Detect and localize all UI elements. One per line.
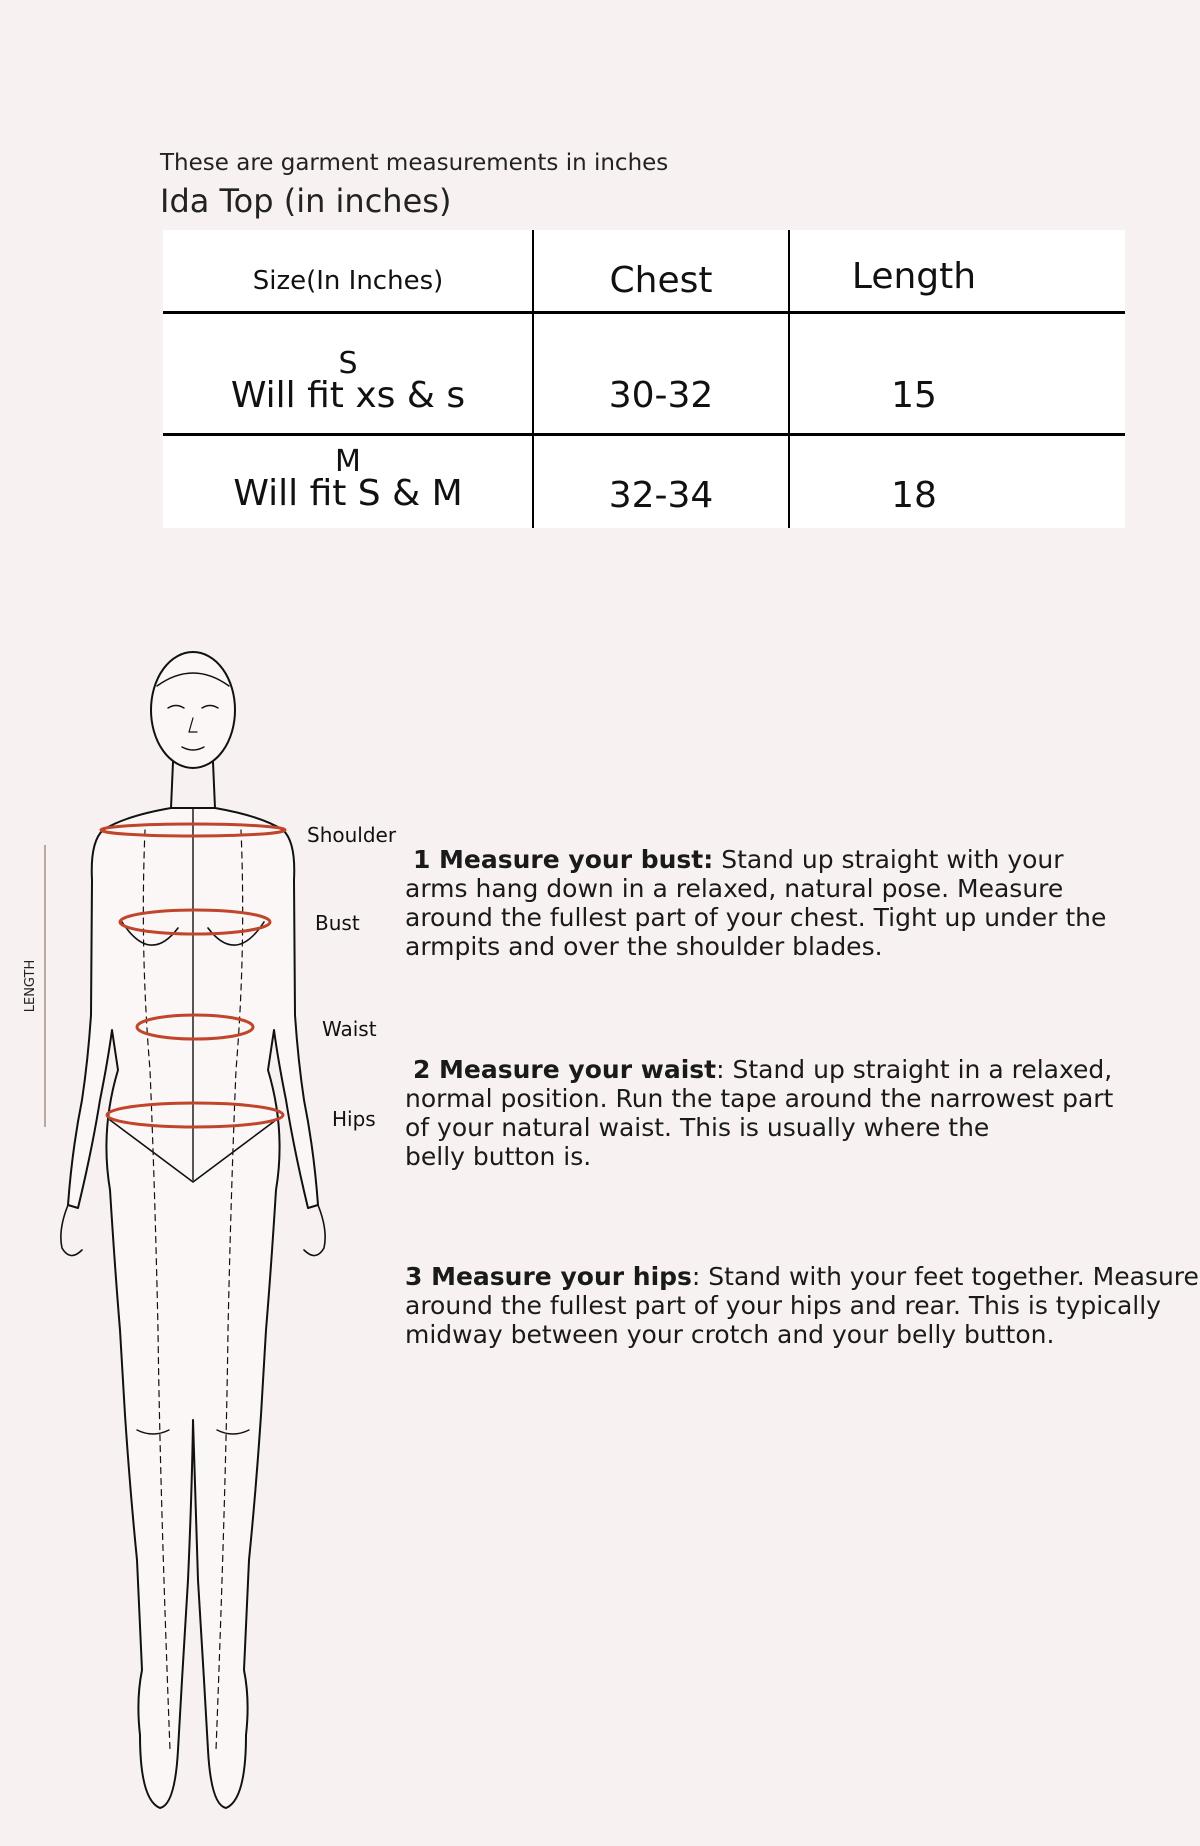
header-chest: Chest bbox=[609, 260, 713, 301]
instruction-line: normal position. Run the tape around the narrowest part bbox=[405, 1084, 1114, 1113]
row-m-length: 18 bbox=[891, 475, 937, 516]
page-title: Ida Top (in inches) bbox=[160, 182, 452, 220]
instruction-heading: 1 Measure your bust: bbox=[412, 845, 714, 874]
shoulder-label: Shoulder bbox=[307, 823, 397, 847]
size-fit: Will fit S & M bbox=[233, 473, 463, 514]
instruction-line: Stand up straight with your bbox=[713, 845, 1064, 874]
instruction-line: armpits and over the shoulder blades. bbox=[405, 932, 883, 961]
header-length: Length bbox=[851, 256, 977, 297]
instruction-hips bbox=[405, 1262, 1199, 1349]
row-m-size bbox=[163, 444, 533, 514]
instruction-line: : Stand with your feet together. Measure bbox=[691, 1262, 1199, 1291]
waist-label: Waist bbox=[322, 1017, 377, 1041]
instruction-line: around the fullest part of your chest. Tight up under the bbox=[405, 903, 1107, 932]
instruction-line: : Stand up straight in a relaxed, bbox=[716, 1055, 1113, 1084]
row-m-chest: 32-34 bbox=[608, 475, 714, 516]
instruction-heading: 2 Measure your waist bbox=[412, 1055, 717, 1084]
header-size: Size(In Inches) bbox=[252, 266, 444, 296]
instruction-waist bbox=[405, 1055, 1113, 1171]
instruction-line: arms hang down in a relaxed, natural pose. Measure bbox=[405, 874, 1064, 903]
row-s-chest: 30-32 bbox=[608, 375, 714, 416]
body-figure bbox=[0, 630, 400, 1846]
size-letter: M bbox=[335, 444, 361, 479]
size-fit: Will fit xs & s bbox=[230, 375, 466, 416]
instruction-line: around the fullest part of your hips and rear. This is typically bbox=[405, 1291, 1161, 1320]
instruction-bust bbox=[405, 845, 1106, 961]
size-table bbox=[163, 230, 1125, 528]
bust-label: Bust bbox=[315, 911, 360, 935]
hips-label: Hips bbox=[332, 1107, 376, 1131]
subtitle: These are garment measurements in inches bbox=[160, 150, 669, 176]
row-s-length: 15 bbox=[891, 375, 937, 416]
row-s-size bbox=[163, 346, 533, 416]
instruction-line: midway between your crotch and your belly button. bbox=[405, 1320, 1055, 1349]
instruction-line: of your natural waist. This is usually where the bbox=[405, 1113, 990, 1142]
length-label: LENGTH bbox=[23, 959, 38, 1013]
instruction-heading: 3 Measure your hips bbox=[405, 1262, 692, 1291]
instruction-line: belly button is. bbox=[405, 1142, 592, 1171]
size-letter: S bbox=[338, 346, 358, 381]
